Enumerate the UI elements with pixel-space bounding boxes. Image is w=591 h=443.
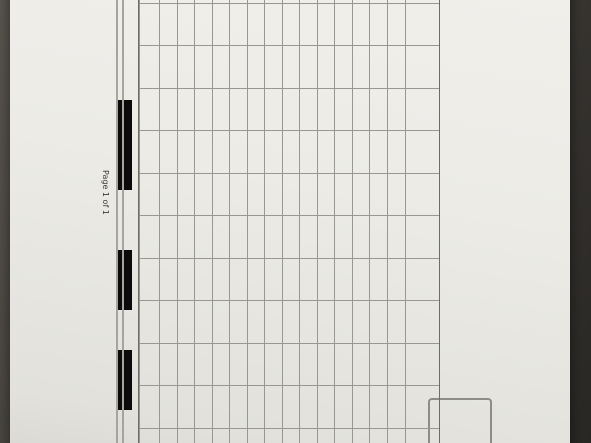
receipt-sheet xyxy=(80,0,500,443)
receipt-paper xyxy=(10,0,570,443)
page-number: Page 1 of 1 xyxy=(101,170,110,215)
receipt-table xyxy=(138,0,440,443)
redaction-bar xyxy=(118,350,132,410)
fine-print-line xyxy=(122,0,124,443)
redaction-bar xyxy=(118,100,132,190)
redaction-bar xyxy=(118,250,132,310)
fine-print-line xyxy=(116,0,118,443)
